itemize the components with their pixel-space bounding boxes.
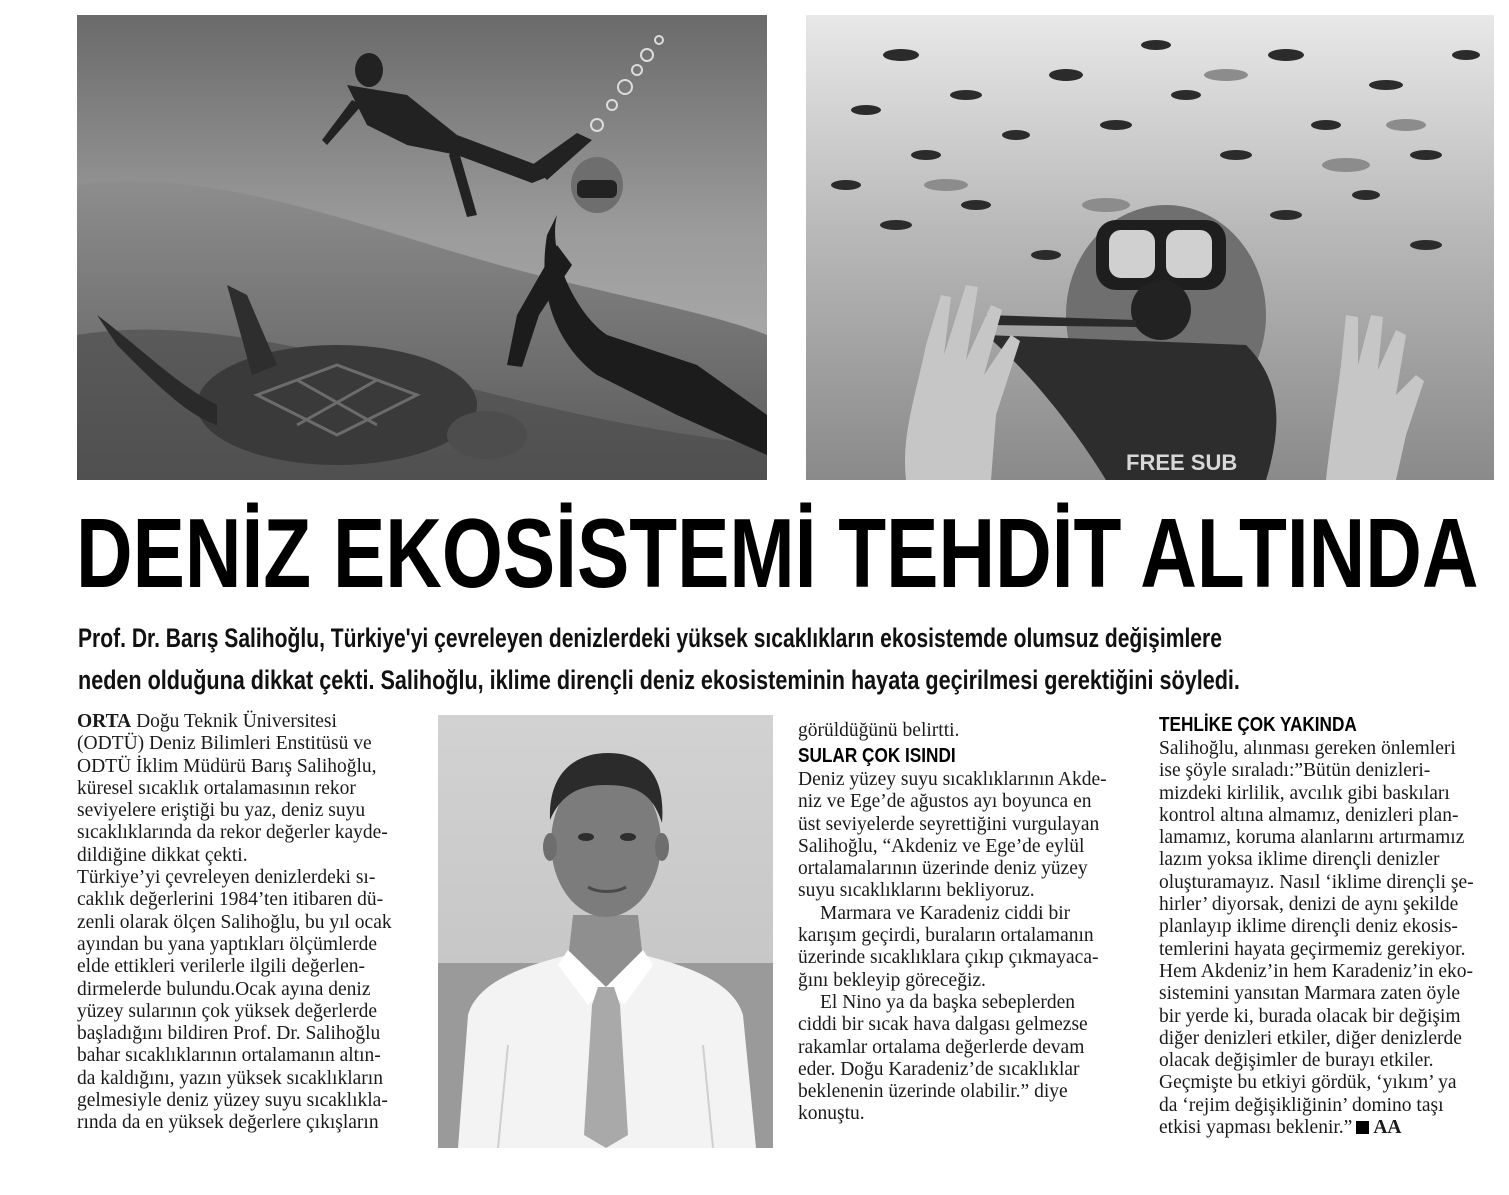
body-line: ortalamalarının üzerinde deniz yüzey <box>798 858 1088 880</box>
body-line: caklık değerlerini 1984’ten itibaren dü- <box>77 889 384 911</box>
body-line: konuştu. <box>798 1103 865 1125</box>
lead-word: ORTA <box>77 711 132 732</box>
photo-divers-and-turtle <box>77 15 767 480</box>
column-4 <box>1159 738 1494 1139</box>
body-line: hirler’ diyorsak, denizi de aynı şekilde <box>1159 894 1459 916</box>
body-line: Türkiye’yi çevreleyen denizlerdeki sı- <box>77 867 376 889</box>
source-agency: AA <box>1373 1117 1402 1139</box>
body-line: lamamız, koruma alanlarını artırmamız <box>1159 827 1465 849</box>
body-line: zenli olarak ölçen Salihoğlu, bu yıl ocak <box>77 911 392 933</box>
body-line: rakamlar ortalama değerlerde devam <box>798 1036 1085 1058</box>
body-line: planlayıp iklime dirençli deniz ekosis- <box>1159 916 1458 938</box>
fish-photo-suit-text: FREE SUB <box>1126 450 1238 475</box>
spot-line: Prof. Dr. Barış Salihoğlu, Türkiye'yi çevreleyen denizlerdeki yüksek sıcaklıkların ekosistemde olumsuz değişimlere <box>78 623 1222 653</box>
body-line: Deniz yüzey suyu sıcaklıklarının Akde- <box>798 769 1107 790</box>
body-line: lazım yoksa iklime dirençli denizler <box>1159 849 1440 871</box>
body-line: beklenenin üzerinde olabilir.” diye <box>798 1081 1068 1103</box>
body-line: dirmelerde bulundu.Ocak ayına deniz <box>77 978 371 1000</box>
body-line: küresel sıcaklık ortalamasının rekor <box>77 777 356 799</box>
body-line: niz ve Ege’de ağustos ayı boyunca en <box>798 791 1092 813</box>
spot-text <box>78 617 1492 701</box>
last-line-text: etkisi yapması beklenir.” <box>1159 1117 1353 1139</box>
body-line: üzerinde sıcaklıklara çıkıp çıkmayaca- <box>798 947 1099 969</box>
subheading-tehlike: TEHLİKE ÇOK YAKINDA <box>1159 714 1357 736</box>
photo-portrait <box>438 715 773 1148</box>
body-line <box>77 711 417 733</box>
body-line: El Nino ya da başka sebeplerden <box>820 991 1076 1013</box>
body-line: da ‘rejim değişikliğinin’ domino taşı <box>1159 1094 1444 1116</box>
body-line: ise şöyle sıraladı:”Bütün denizleri- <box>1159 760 1431 782</box>
body-line: başladığını bildiren Prof. Dr. Salihoğlu <box>77 1023 381 1045</box>
body-line: yüzey sularının çok yüksek değerlerde <box>77 1000 377 1022</box>
body-text: Doğu Teknik Üniversitesi <box>131 711 337 732</box>
headline: DENİZ EKOSİSTEMİ TEHDİT ALTINDA <box>76 498 1479 608</box>
body-line: sistemini yansıtan Marmara zaten öyle <box>1159 983 1461 1005</box>
body-line: olacak değişimler de burayı etkiler. <box>1159 1050 1434 1072</box>
body-line: diğer denizleri etkiler, diğer denizlerde <box>1159 1027 1462 1049</box>
body-line: kontrol altına almamız, denizleri plan- <box>1159 804 1459 826</box>
body-line: Salihoğlu, “Akdeniz ve Ege’de eylül <box>798 835 1085 857</box>
body-line: Geçmişte bu etkiyi gördük, ‘yıkım’ ya <box>1159 1072 1457 1094</box>
body-line: oluşturamayız. Nasıl ‘iklime dirençli şe- <box>1159 871 1474 893</box>
body-line: (ODTÜ) Deniz Bilimleri Enstitüsü ve <box>77 733 372 755</box>
body-line <box>1159 1117 1494 1139</box>
body-line: seviyelere eriştiği bu yaz, deniz suyu <box>77 800 366 822</box>
body-line: görüldüğünü belirtti. <box>798 720 960 741</box>
body-line: ayından bu yana yaptıkları ölçümlerde <box>77 933 377 955</box>
body-line: elde ettikleri verilerle ilgili değerlen- <box>77 956 366 978</box>
body-line: ODTÜ İklim Müdürü Barış Salihoğlu, <box>77 755 377 777</box>
column-3 <box>798 720 1133 742</box>
photo-fish-and-diver <box>806 15 1494 480</box>
body-line: eder. Doğu Karadeniz’de sıcaklıklar <box>798 1058 1080 1080</box>
column-3-body <box>798 769 1133 1126</box>
body-line: sıcaklıklarında da rekor değerler kayde- <box>77 822 388 844</box>
subheading-sular: SULAR ÇOK ISINDI <box>798 745 956 767</box>
body-line: üst seviyelerde seyrettiğini vurgulayan <box>798 813 1100 835</box>
body-line: karışım geçirdi, buraların ortalamanın <box>798 925 1094 947</box>
column-1 <box>77 711 417 1135</box>
body-line: ğını bekleyip göreceğiz. <box>798 969 986 991</box>
body-line: dildiğine dikkat çekti. <box>77 844 248 866</box>
body-line: temlerini hayata geçirmemiz gerekiyor. <box>1159 938 1466 960</box>
body-line: Hem Akdeniz’in hem Karadeniz’in eko- <box>1159 960 1474 982</box>
body-line: gelmesiyle deniz yüzey suyu sıcaklıkla- <box>77 1090 388 1112</box>
body-line: bir yerde ki, burada olacak bir değişim <box>1159 1005 1461 1027</box>
body-line: suyu sıcaklıklarını bekliyoruz. <box>798 880 1035 902</box>
body-line: ciddi bir sıcak hava dalgası gelmezse <box>798 1014 1088 1036</box>
body-line: bahar sıcaklıklarının ortalamanın altın- <box>77 1045 381 1067</box>
body-line: mizdeki kirlilik, avcılık gibi baskıları <box>1159 782 1450 804</box>
end-square-icon <box>1356 1121 1369 1134</box>
body-line: da kaldığını, yazın yüksek sıcaklıkların <box>77 1067 383 1089</box>
spot-line: neden olduğuna dikkat çekti. Salihoğlu, iklime dirençli deniz ekosisteminin hayata geçirilmesi gerektiğini söyledi. <box>78 665 1240 695</box>
body-line: rında da en yüksek değerlere çıkışların <box>77 1112 379 1134</box>
body-line: Marmara ve Karadeniz ciddi bir <box>820 902 1071 924</box>
body-line: Salihoğlu, alınması gereken önlemleri <box>1159 738 1456 759</box>
